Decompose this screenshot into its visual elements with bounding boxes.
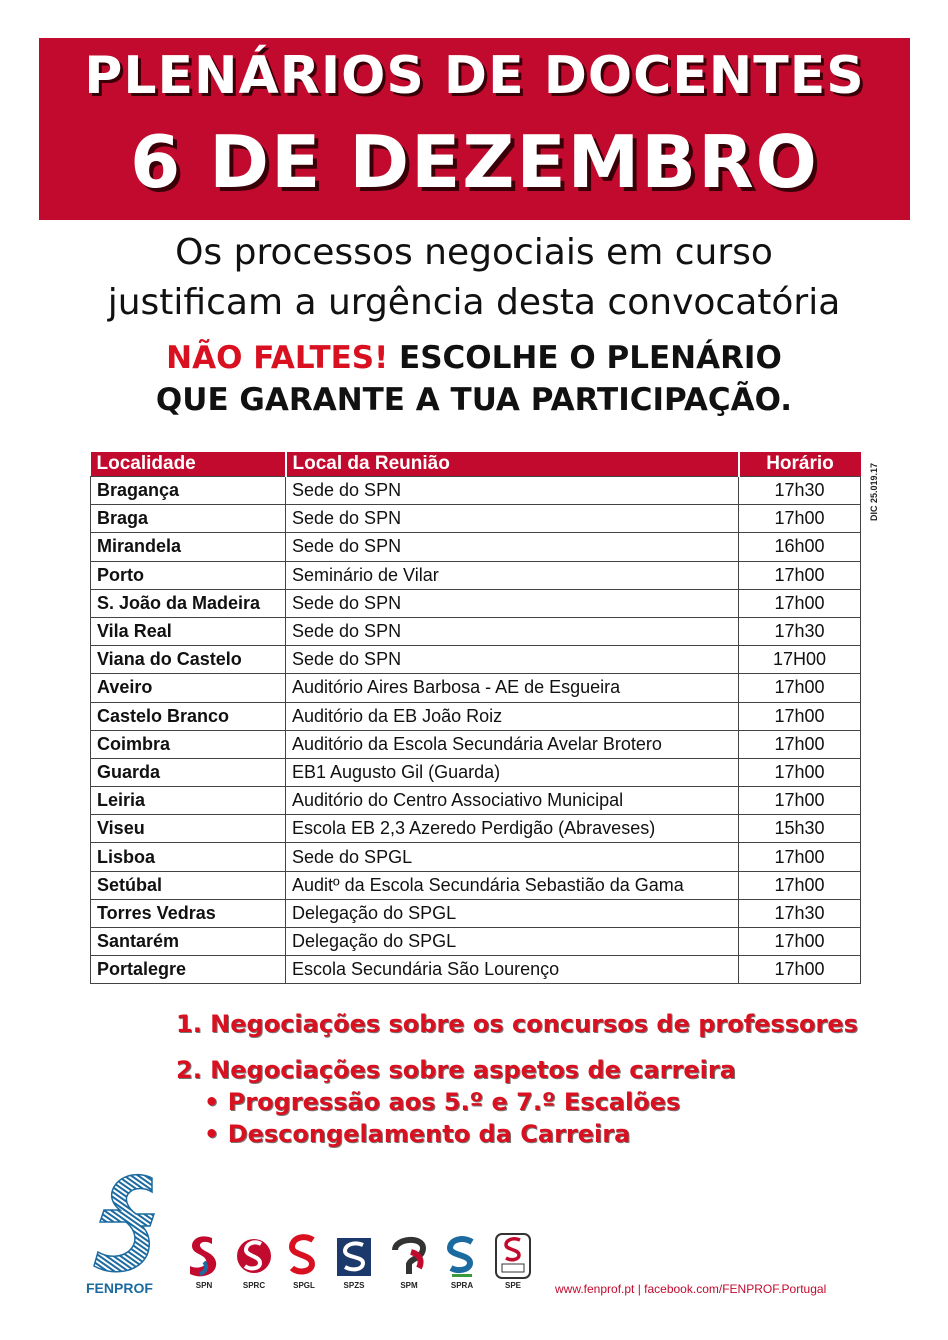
cell-local: Delegação do SPGL bbox=[286, 899, 739, 927]
document-code-text: DIC 25.019.17 bbox=[869, 462, 879, 522]
cell-local: Auditório Aires Barbosa - AE de Esgueira bbox=[286, 674, 739, 702]
table-row bbox=[91, 899, 861, 927]
sprc-logo bbox=[232, 1232, 276, 1290]
cell-local: Sede do SPN bbox=[286, 477, 739, 505]
table-row bbox=[91, 561, 861, 589]
table-row bbox=[91, 871, 861, 899]
spm-icon bbox=[389, 1232, 429, 1280]
cell-localidade: Mirandela bbox=[91, 533, 286, 561]
header-horario: Horário bbox=[739, 452, 861, 477]
banner-title: PLENÁRIOS DE DOCENTES bbox=[84, 46, 865, 106]
cell-local: Sede do SPGL bbox=[286, 843, 739, 871]
callout-line-1 bbox=[0, 340, 948, 376]
topics-list bbox=[176, 1008, 858, 1150]
cell-horario: 17h30 bbox=[739, 899, 861, 927]
cell-localidade: Portalegre bbox=[91, 956, 286, 984]
topic-bullet-1: • Progressão aos 5.º e 7.º Escalões bbox=[204, 1088, 681, 1116]
cell-horario: 17h00 bbox=[739, 758, 861, 786]
table-row bbox=[91, 758, 861, 786]
cell-localidade: Torres Vedras bbox=[91, 899, 286, 927]
fenprof-logo bbox=[86, 1170, 164, 1300]
table-row bbox=[91, 730, 861, 758]
cell-horario: 17h00 bbox=[739, 730, 861, 758]
spra-icon bbox=[442, 1232, 482, 1280]
intro-line-1: Os processos negociais em curso bbox=[175, 232, 773, 273]
cell-local: Sede do SPN bbox=[286, 505, 739, 533]
callout-text: ESCOLHE O PLENÁRIO bbox=[388, 340, 782, 376]
spn-logo bbox=[182, 1232, 226, 1290]
spzs-logo bbox=[332, 1232, 376, 1290]
title-banner bbox=[39, 38, 910, 220]
cell-local: Escola EB 2,3 Azeredo Perdigão (Abraveses) bbox=[286, 815, 739, 843]
spgl-logo bbox=[282, 1232, 326, 1290]
cell-local: EB1 Augusto Gil (Guarda) bbox=[286, 758, 739, 786]
cell-local: Sede do SPN bbox=[286, 617, 739, 645]
cell-horario: 17h00 bbox=[739, 843, 861, 871]
table-row bbox=[91, 589, 861, 617]
table-row bbox=[91, 702, 861, 730]
cell-horario: 16h00 bbox=[739, 533, 861, 561]
spe-label: SPE bbox=[504, 1281, 521, 1290]
table-row bbox=[91, 617, 861, 645]
table-row bbox=[91, 477, 861, 505]
spe-logo bbox=[491, 1232, 535, 1290]
cell-horario: 17H00 bbox=[739, 646, 861, 674]
cell-horario: 17h00 bbox=[739, 505, 861, 533]
header-localidade: Localidade bbox=[91, 452, 286, 477]
sprc-icon bbox=[234, 1232, 274, 1280]
table-row bbox=[91, 787, 861, 815]
cell-local: Delegação do SPGL bbox=[286, 928, 739, 956]
spn-label: SPN bbox=[195, 1281, 213, 1290]
cell-local: Escola Secundária São Lourenço bbox=[286, 956, 739, 984]
cell-horario: 15h30 bbox=[739, 815, 861, 843]
cell-local: Sede do SPN bbox=[286, 589, 739, 617]
intro-line-2: justificam a urgência desta convocatória bbox=[107, 282, 841, 323]
callout-alert: NÃO FALTES! bbox=[166, 340, 389, 376]
banner-date: 6 DE DEZEMBRO bbox=[130, 120, 819, 204]
table-row bbox=[91, 843, 861, 871]
sprc-label: SPRC bbox=[242, 1281, 266, 1290]
spm-logo bbox=[387, 1232, 431, 1290]
header-local: Local da Reunião bbox=[286, 452, 739, 477]
cell-localidade: Bragança bbox=[91, 477, 286, 505]
cell-horario: 17h00 bbox=[739, 589, 861, 617]
cell-localidade: S. João da Madeira bbox=[91, 589, 286, 617]
cell-horario: 17h00 bbox=[739, 956, 861, 984]
cell-horario: 17h00 bbox=[739, 561, 861, 589]
schedule-table bbox=[90, 452, 861, 984]
table-row bbox=[91, 674, 861, 702]
cell-localidade: Aveiro bbox=[91, 674, 286, 702]
cell-horario: 17h30 bbox=[739, 477, 861, 505]
topic-item-2: 2. Negociações sobre aspetos de carreira bbox=[176, 1056, 736, 1084]
fenprof-mark-icon bbox=[90, 1170, 160, 1278]
cell-horario: 17h00 bbox=[739, 674, 861, 702]
table-row bbox=[91, 505, 861, 533]
cell-horario: 17h00 bbox=[739, 928, 861, 956]
spe-icon bbox=[493, 1232, 533, 1280]
cell-localidade: Viseu bbox=[91, 815, 286, 843]
cell-local: Sede do SPN bbox=[286, 646, 739, 674]
cell-localidade: Coimbra bbox=[91, 730, 286, 758]
cell-horario: 17h00 bbox=[739, 702, 861, 730]
table-header-row bbox=[91, 452, 861, 477]
cell-localidade: Lisboa bbox=[91, 843, 286, 871]
topic-bullet-2: • Descongelamento da Carreira bbox=[204, 1120, 631, 1148]
spzs-icon bbox=[334, 1232, 374, 1280]
cell-localidade: Santarém bbox=[91, 928, 286, 956]
cell-localidade: Castelo Branco bbox=[91, 702, 286, 730]
cell-horario: 17h30 bbox=[739, 617, 861, 645]
topic-item-1: 1. Negociações sobre os concursos de professores bbox=[176, 1010, 858, 1038]
cell-horario: 17h00 bbox=[739, 871, 861, 899]
table-row bbox=[91, 928, 861, 956]
cell-local: Sede do SPN bbox=[286, 533, 739, 561]
spn-icon bbox=[184, 1232, 224, 1280]
cell-localidade: Viana do Castelo bbox=[91, 646, 286, 674]
spra-logo bbox=[440, 1232, 484, 1290]
cell-local: Auditório da Escola Secundária Avelar Brotero bbox=[286, 730, 739, 758]
spm-label: SPM bbox=[400, 1281, 418, 1290]
cell-local: Auditório da EB João Roiz bbox=[286, 702, 739, 730]
cell-local: Auditório do Centro Associativo Municipal bbox=[286, 787, 739, 815]
spra-label: SPRA bbox=[450, 1281, 474, 1290]
fenprof-wordmark: FENPROF bbox=[86, 1280, 153, 1296]
spgl-icon bbox=[284, 1232, 324, 1280]
cell-local: Auditº da Escola Secundária Sebastião da Gama bbox=[286, 871, 739, 899]
cell-localidade: Setúbal bbox=[91, 871, 286, 899]
table-row bbox=[91, 815, 861, 843]
cell-localidade: Guarda bbox=[91, 758, 286, 786]
spzs-label: SPZS bbox=[343, 1281, 365, 1290]
cell-local: Seminário de Vilar bbox=[286, 561, 739, 589]
callout-line-2: QUE GARANTE A TUA PARTICIPAÇÃO. bbox=[155, 382, 793, 418]
spgl-label: SPGL bbox=[293, 1281, 315, 1290]
footer-links[interactable]: www.fenprof.pt | facebook.com/FENPROF.Portugal bbox=[555, 1282, 827, 1296]
cell-localidade: Vila Real bbox=[91, 617, 286, 645]
table-row bbox=[91, 956, 861, 984]
table-row bbox=[91, 533, 861, 561]
cell-localidade: Braga bbox=[91, 505, 286, 533]
cell-localidade: Porto bbox=[91, 561, 286, 589]
cell-horario: 17h00 bbox=[739, 787, 861, 815]
table-body bbox=[91, 477, 861, 984]
cell-localidade: Leiria bbox=[91, 787, 286, 815]
table-row bbox=[91, 646, 861, 674]
document-code bbox=[864, 458, 884, 526]
